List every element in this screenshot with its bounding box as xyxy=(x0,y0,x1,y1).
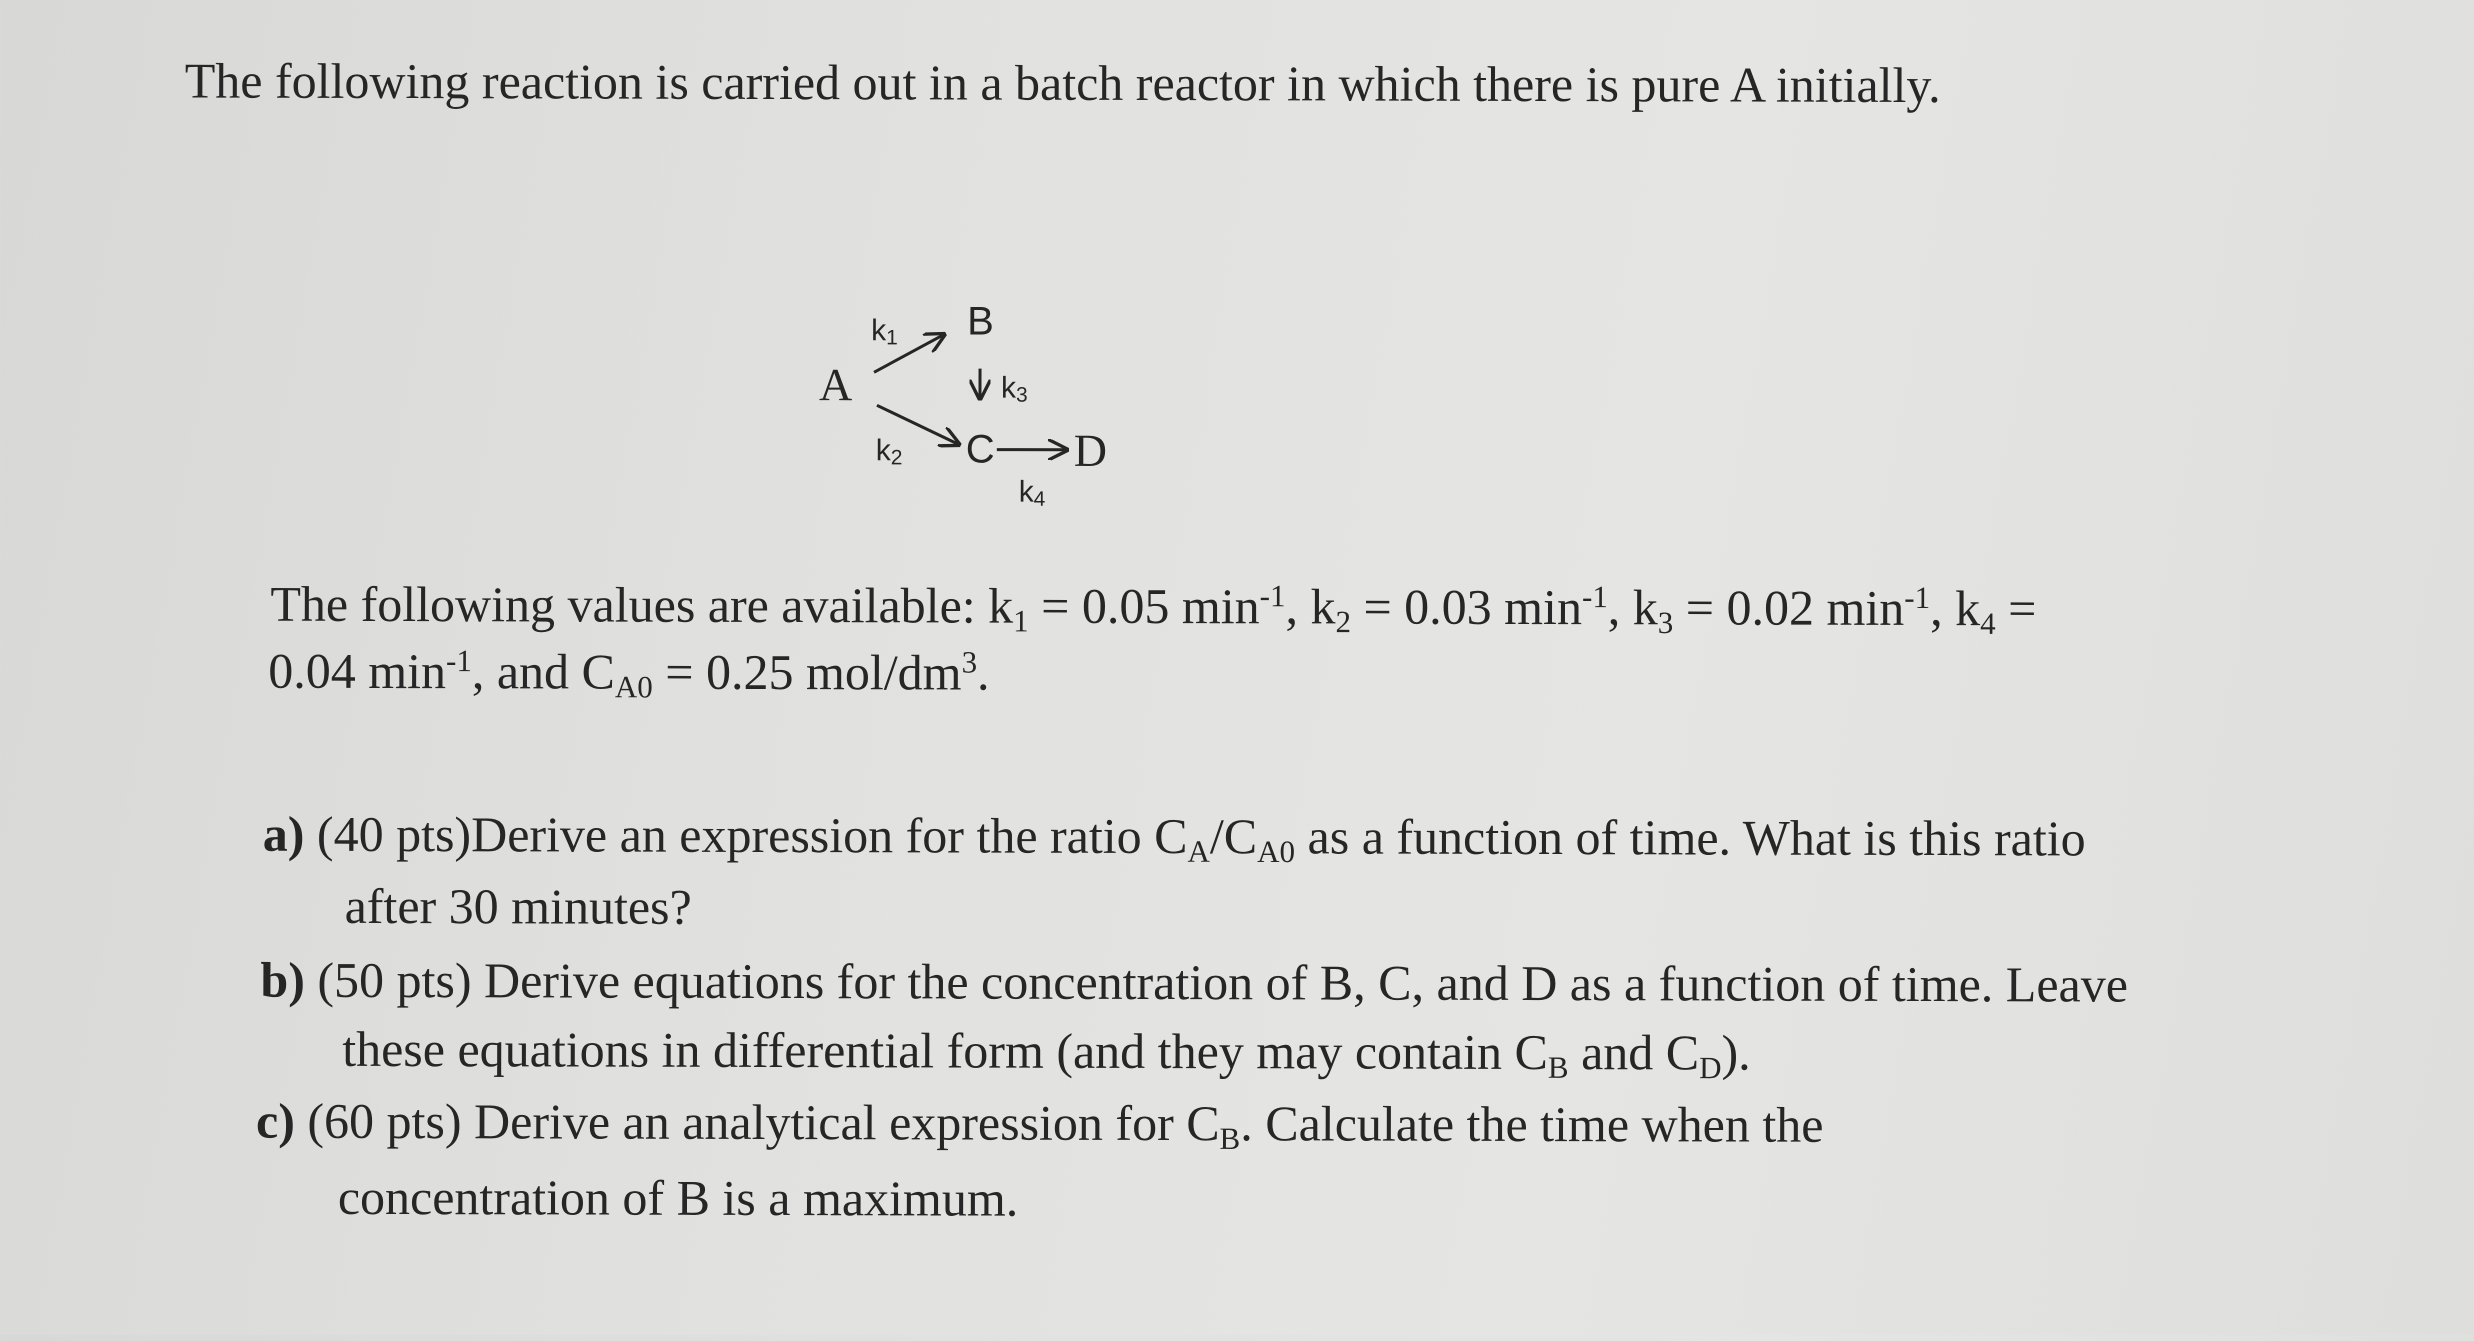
rate-constant-k3: k3 xyxy=(1001,372,1028,407)
question-a xyxy=(263,804,2086,869)
ca0-subscript: A0 xyxy=(615,669,653,704)
question-a-label: a) xyxy=(263,806,305,862)
question-b-text: (50 pts) Derive equations for the concentration of B, C, and D as a function of time. Leave xyxy=(305,952,2128,1013)
k2-value: = 0.03 min xyxy=(1351,579,1582,636)
reaction-diagram xyxy=(779,282,1140,533)
k4-value: 0.04 min xyxy=(268,643,446,699)
question-c-label: c) xyxy=(256,1093,295,1149)
question-b-label: b) xyxy=(260,952,305,1008)
period: . xyxy=(977,645,990,701)
exponent: -1 xyxy=(1904,580,1930,615)
question-a-text: (40 pts)Derive an expression for the ratio C xyxy=(304,806,1187,864)
subscript: A xyxy=(1187,834,1209,869)
question-b-line-2 xyxy=(342,1019,1751,1083)
species-a: A xyxy=(819,359,852,410)
separator: , k xyxy=(1285,578,1335,634)
k1-value: = 0.05 min xyxy=(1029,578,1260,635)
question-a-text: /C xyxy=(1210,808,1257,864)
values-line-2 xyxy=(268,641,989,703)
rate-constant-k4: k4 xyxy=(1019,476,1046,511)
separator: , k xyxy=(1608,579,1658,635)
ca0-value: = 0.25 mol/dm xyxy=(653,644,962,701)
exponent: -1 xyxy=(1260,578,1286,613)
k2-subscript: 2 xyxy=(1335,604,1351,639)
separator: , k xyxy=(1930,580,1980,636)
exponent: -1 xyxy=(446,643,472,678)
question-c-line-2: concentration of B is a maximum. xyxy=(338,1167,1019,1229)
exponent: 3 xyxy=(962,644,978,679)
question-a-text: as a function of time. What is this ratio xyxy=(1295,808,2086,866)
values-text: The following values are available: k xyxy=(270,576,1013,634)
question-b xyxy=(260,950,2128,1015)
subscript: D xyxy=(1699,1050,1721,1085)
question-b-text: these equations in differential form (and they may contain C xyxy=(342,1021,1548,1080)
rate-constant-k2: k2 xyxy=(876,434,903,469)
intro-text: The following reaction is carried out in a batch reactor in which there is pure A initially. xyxy=(185,50,1941,115)
k3-subscript: 3 xyxy=(1658,605,1674,640)
subscript: A0 xyxy=(1257,834,1295,869)
k1-subscript: 1 xyxy=(1013,603,1029,638)
subscript: B xyxy=(1220,1121,1241,1156)
species-c: C xyxy=(966,428,995,472)
values-line-1 xyxy=(270,574,2036,639)
question-b-text: and C xyxy=(1569,1024,1700,1080)
subscript: B xyxy=(1548,1050,1569,1085)
question-c-text: (60 pts) Derive an analytical expression for C xyxy=(295,1093,1220,1151)
question-c-text: . Calculate the time when the xyxy=(1240,1095,1823,1153)
k3-value: = 0.02 min xyxy=(1673,579,1904,636)
question-b-text: ). xyxy=(1721,1025,1750,1081)
question-c xyxy=(256,1091,1824,1155)
question-a-line-2: after 30 minutes? xyxy=(345,876,692,937)
species-d: D xyxy=(1074,425,1107,476)
values-text: , and C xyxy=(472,643,615,699)
exponent: -1 xyxy=(1582,579,1608,614)
species-b: B xyxy=(967,300,994,344)
rate-constant-k1: k1 xyxy=(871,314,898,349)
equals-sign: = xyxy=(1996,580,2037,636)
k4-subscript: 4 xyxy=(1980,606,1996,641)
